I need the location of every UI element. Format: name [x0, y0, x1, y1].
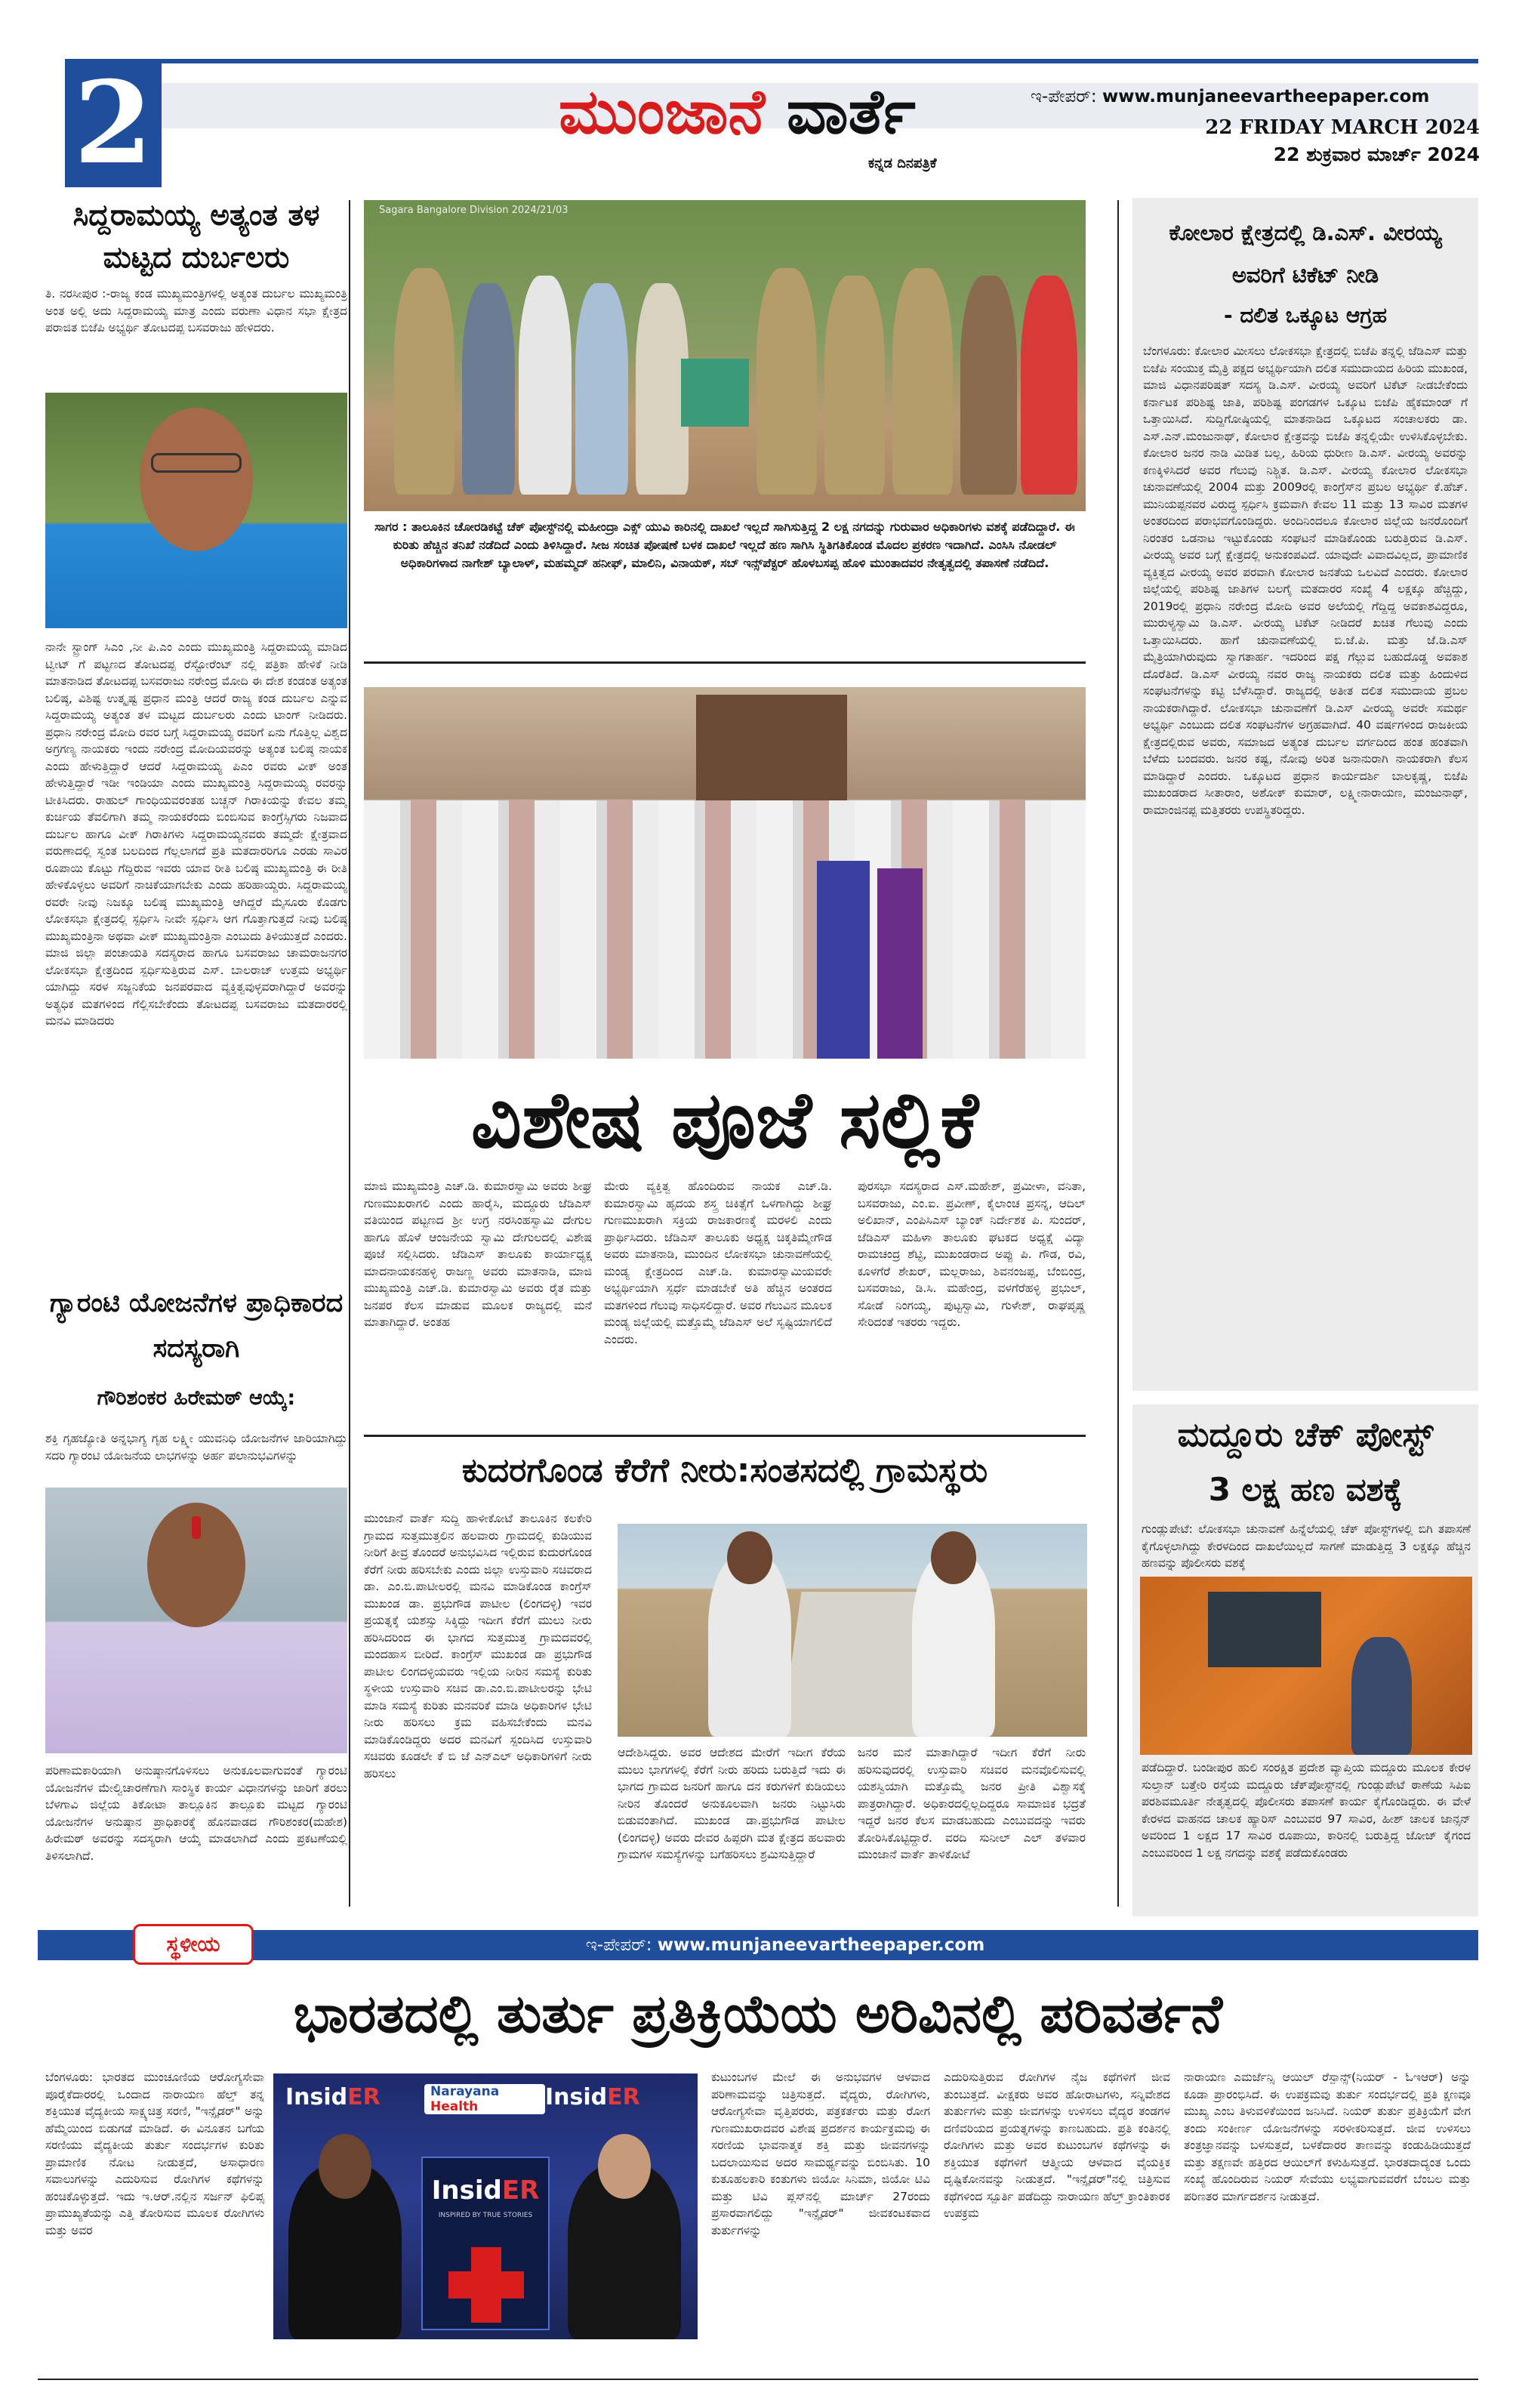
banner-sponsor: Narayana Health [424, 2084, 545, 2114]
column-divider-left [349, 200, 350, 1907]
masthead-tagline: ಕನ್ನಡ ದಿನಪತ್ರಿಕೆ [868, 156, 937, 171]
date-kannada: 22 ಶುಕ್ರವಾರ ಮಾರ್ಚ್ 2024 [1273, 143, 1480, 165]
portrait-glasses [151, 453, 242, 473]
bottom-col3: ಎದುರಿಸುತ್ತಿರುವ ರೋಗಿಗಳ ನೈಜ ಕಥೆಗಳಿಗೆ ಜೀವ ತುಂಬುತ್ತದೆ. ವೀಕ್ಷಕರು ಅವರ ಹೋರಾಟಗಳು, ಸನ್ನಿವೇಶದ ತುರ್ತುಗಳು ಮತ್ತು ಜೀವಗಳನ್ನು ಉಳಿಸಲು ವೈದ್ಯರ ತಂಡಗಳ ದಣಿವರಿಯದ ಪ್ರಯತ್ನಗಳನ್ನು ಕಾಣಬಹುದು. ಪ್ರತಿ ಕಂತಿನಲ್ಲಿ ರೋಗಿಗಳು ಮತ್ತು ಅವರ ಕುಟುಂಬಗಳ ಕಥೆಗಳನ್ನು ಈ ಶಕ್ತಿಯುತ ಕಥೆಗಳಿಗೆ ಆತ್ಮೀಯ ಆಳವಾದ ವೈಯಕ್ತಿಕ ದೃಷ್ಟಿಕೋನವನ್ನು ನೀಡುತ್ತದೆ. "ಇನ್ಸೈಡರ್"ನಲ್ಲಿ ಚಿತ್ರಿಸುವ ಕಥೆಗಳಿಂದ ಸ್ಪೂರ್ತಿ ಪಡೆದಿದ್ದು ನಾರಾಯಣ ಹೆಲ್ತ್ ಕ್ರಾಂತಿಕಾರಕ ಉಪಕ್ರಮ [944, 2070, 1170, 2220]
officer-figure [756, 268, 817, 495]
center-divider [364, 1435, 1086, 1437]
maddur-body: ಪಡೆದಿದ್ದಾರೆ. ಬಂಡೀಪುರ ಹುಲಿ ಸಂರಕ್ಷಿತ ಪ್ರದೇಶ ವ್ಯಾಪ್ತಿಯ ಮದ್ದೂರು ಮೂಲಕ ಕೇರಳ ಸುಲ್ತಾನ್ ಬತ್ತೇರಿ ರಸ್ತೆಯ ಮದ್ದೂರು ಚೆಕ್‌ಪೋಸ್ಟ್‌ನಲ್ಲಿ ಗುಂಡ್ಲುಪೇಟೆ ಠಾಣೆಯ ಸಿಪಿಐ ಪರಶಿವಮೂರ್ತಿ ನೇತೃತ್ವದಲ್ಲಿ ಪೊಲೀಸರು ತಪಾಸಣೆ ಕಾರ್ಯ ಕೈಗೊಂಡಿದ್ದರು. ಈ ವೇಳೆ ಕೇರಳದ ವಾಹನದ ಚಾಲಕ ಹ್ಯಾರಿಸ್ ಎಂಬುವರ 97 ಸಾವಿರ, ಹೀಶ್ ಚಾಲಕ ಜಾನ್ಸನ್ ಅವರಿಂದ 1 ಲಕ್ಷದ 17 ಸಾವಿರ ರೂಪಾಯಿ, ಕಾರಿನಲ್ಲಿ ಬರುತ್ತಿದ್ದ ಜೋಜ್ ಕೈಗಂದ ಎಂಬುವರಿಂದ 1 ಲಕ್ಷ ನಗದನ್ನು ವಶಕ್ಕೆ ಪಡೆದುಕೊಂಡರು [1142, 1761, 1471, 1860]
person-figure [960, 276, 1017, 495]
officer-figure [394, 268, 454, 495]
puja-col1: ಮಾಜಿ ಮುಖ್ಯಮಂತ್ರಿ ಎಚ್.ಡಿ. ಕುಮಾರಸ್ವಾಮಿ ಅವರು ಶೀಘ್ರ ಗುಣಮುಖರಾಗಲಿ ಎಂದು ಹಾರೈಸಿ, ಮದ್ದೂರು ಜೆಡಿಎಸ್ ವತಿಯಿಂದ ಪಟ್ಟಣದ ಶ್ರೀ ಉಗ್ರ ನರಸಿಂಹಸ್ವಾಮಿ ದೇಗುಲ ಹಾಗೂ ಹೊಳೆ ಆಂಜನೇಯ ಸ್ವಾಮಿ ದೇಗುಲದಲ್ಲಿ ವಿಶೇಷ ಪೂಜೆ ಸಲ್ಲಿಸಿದರು. ಜೆಡಿಎಸ್ ತಾಲೂಕು ಕಾರ್ಯಾಧ್ಯಕ್ಷ ಮಾದನಾಯಕನಹಳ್ಳಿ ರಾಜಣ್ಣ ಅವರು ಮಾತನಾಡಿ, ಮಾಜಿ ಮುಖ್ಯಮಂತ್ರಿ ಎಚ್.ಡಿ. ಕುಮಾರಸ್ವಾಮಿ ಅವರು ರೈತ ಮತ್ತು ಜನಪರ ಕೆಲಸ ಮಾಡುವ ಮೂಲಕ ರಾಜ್ಯದಲ್ಲಿ ಮನೆ ಮಾತಾಗಿದ್ದಾರೆ. ಅಂತಹ [364, 1179, 592, 1329]
center-divider [364, 661, 1086, 664]
left-story2-subhead: ಗೌರಿಶಂಕರ ಹಿರೇಮಠ್ ಆಯ್ಕೆ: [97, 1386, 296, 1410]
crowd [364, 800, 1086, 1059]
portrait-gourishankar [45, 1488, 347, 1753]
kudaragonda-col1: ಮುಂಜಾನೆ ವಾರ್ತೆ ಸುದ್ದಿ ಹಾಳೀಕೋಟೆ ತಾಲೂಕಿನ ಕಲಕೇರಿ ಗ್ರಾಮದ ಸುತ್ತಮುತ್ತಲಿನ ಹಲವಾರು ಗ್ರಾಮದಲ್ಲಿ ಕುಡಿಯುವ ನೀರಿಗೆ ತೀವ್ರ ತೊಂದರೆ ಅನುಭವಿಸಿದ ಇಲ್ಲಿರುವ ಕುದುರಗೊಂಡ ಕೆರೆಗೆ ನೀರು ಹರಿಸಬೇಕು ಎಂದು ಜಿಲ್ಲಾ ಉಸ್ತುವಾರಿ ಸಚಿವರಾದ ಡಾ. ಎಂ.ಬಿ.ಪಾಟೀಲರಲ್ಲಿ ಮನವಿ ಮಾಡಿಕೊಂಡ ಕಾಂಗ್ರೆಸ್ ಮುಖಂಡ ಡಾ. ಪ್ರಭುಗೌಡ ಪಾಟೀಲ (ಲಿಂಗದಳ್ಳಿ) ಇವರ ಪ್ರಯತ್ನಕ್ಕೆ ಯಶಸ್ಸು ಸಿಕ್ಕಿದ್ದು ಇದೀಗ ಕೆರೆಗೆ ಮುಲು ನೀರು ಹರಿಸಿದರಿಂದ ಈ ಭಾಗದ ಸುತ್ತಮುತ್ತ ಗ್ರಾಮದವರಲ್ಲಿ ಮಂದಹಾಸ ಬೀರಿದೆ. ಕಾಂಗ್ರೆಸ್ ಮುಖಂಡ ಡಾ ಪ್ರಭುಗೌಡ ಪಾಟೀಲ ಲಿಂಗದಳ್ಳಿಯವರು ಇಲ್ಲಿಯ ನೀರಿನ ಸಮಸ್ಯೆ ಕುರಿತು ಸ್ಥಳೀಯ ಉಸ್ತುವಾರಿ ಸಚಿವ ಡಾ.ಎಂ.ಬಿ.ಪಾಟೀಲರನ್ನು ಭೇಟಿ ಮಾಡಿ ಸಮಸ್ಯೆ ಕುರಿತು ಮನವರಿಕೆ ಮಾಡಿ ಅಧಿಕಾರಿಗಳ ಭೇಟಿ ನೀರು ಹರಿಸಲು ಕ್ರಮ ವಹಿಸಬೇಕೆಂದು ಮನವಿ ಮಾಡಿಕೊಂಡಿದ್ದರು ಅದರ ಮನವಿಗೆ ಸ್ಪಂದಿಸಿದ ಉಸ್ತುವಾರಿ ಸಚಿವರು ಕೂಡಲೇ ಕೆ ಬಿ ಜೆ ಎನ್ಎಲ್ ಅಧಿಕಾರಿಗಳಿಗೆ ನೀರು ಹರಿಸಲು [364, 1512, 592, 1781]
left-story1-body: ನಾನೇ ಸ್ಟ್ರಾಂಗ್ ಸಿಎಂ ,ನೀ ಪಿ.ಎಂ ಎಂದು ಮುಖ್ಯಮಂತ್ರಿ ಸಿದ್ದರಾಮಯ್ಯ ಮಾಡಿದ ಟ್ವೀಟ್ ಗೆ ಪಟ್ಟಣದ ತೋಟದಪ್ಪ ರೆಸ್ಟೋರೆಂಟ್ ನಲ್ಲಿ ಪತ್ರಿಕಾ ಹೇಳಿಕೆ ನೀಡಿ ಮಾತನಾಡಿದ ತೋಟದಪ್ಪ ಬಸವರಾಜು ನರೇಂದ್ರ ಮೋದಿ ಈ ದೇಶ ಕಂಡಂತ ಅತ್ಯಂತ ಬಲಿಷ್ಠ, ವಿಶಿಷ್ಟ ಉತ್ಕೃಷ್ಟ ಪ್ರಧಾನ ಮಂತ್ರಿ ಆದರೆ ರಾಜ್ಯ ಕಂಡ ದುರ್ಬಲ ಎನ್ನುವ ಸಿದ್ದರಾಮಯ್ಯ ಅತ್ಯಂತ ತಳ ಮಟ್ಟದ ದುರ್ಬಲರು ಎಂದು ಟಾಂಗ್ ನೀಡಿದರು. ಪ್ರಧಾನಿ ನರೇಂದ್ರ ಮೋದಿ ರವರ ಬಗ್ಗೆ ಸಿದ್ದರಾಮಯ್ಯ ರವರಿಗೆ ಏನು ಗೊತ್ತಿಲ್ಲ ವಿಶ್ವದ ಅಗ್ರಗಣ್ಯ ನಾಯಕರು ಇಂದು ನರೇಂದ್ರ ಮೋದಿಯವರನ್ನು ಅತ್ಯಂತ ಬಲಿಷ್ಠ ನಾಯಕ ಎಂದು ಹೇಳುತ್ತಿದ್ದಾರೆ ಆದರೆ ಸಿದ್ದರಾಮಯ್ಯ ಪಿಎಂ ರವರು ವೀಕ್ ಅಂತ ಹೇಳುತ್ತಿದ್ದಾರೆ ಇಡೀ ಇಂಡಿಯಾ ಎಂದು ಮುಖ್ಯಮಂತ್ರಿ ಸಿದ್ದರಾಮಯ್ಯ ರವರನ್ನು ಟೀಕಿಸಿದರು. ರಾಹುಲ್ ಗಾಂಧಿಯವರಂತಹ ಬಚ್ಚನ್ ಗಿರಾಕಿಯನ್ನು ಕೇವಲ ತಮ್ಮ ಕುರ್ಚಿಯ ತೆವಲಿಗಾಗಿ ತಮ್ಮ ನಾಯಕರೆಂದು ಬಿಂಬಿಸುವ ಕಾಂಗ್ರೆಸ್ಸಿಗರು ನಿಜವಾದ ದುರ್ಬಲ ಹಾಗೂ ವೀಕ್ ಗಿರಾಕಿಗಳು ಸಿದ್ದರಾಮಯ್ಯನವರು ತಮ್ಮದೇ ಕ್ಷೇತ್ರವಾದ ವರುಣಾದಲ್ಲಿ ಸ್ವಂತ ಬಲದಿಂದ ಗೆಲ್ಲಲಾಗದೆ ಪ್ರತಿ ಮತದಾರರಿಗೂ ಎರಡು ಸಾವಿರ ರೂಪಾಯಿ ಕೊಟ್ಟು ಗೆದ್ದಿರುವ ಇವರು ಯಾವ ರೀತಿ ಬಲಿಷ್ಠ ಮುಖ್ಯಮಂತ್ರಿ ಈ ರೀತಿ ಹೇಳಿಕೊಳ್ಳಲು ಅವರಿಗೆ ನಾಚಿಕೆಯಾಗಬೇಕು ಎಂದು ಹರಿಹಾಯ್ದರು. ಸಿದ್ದರಾಮಯ್ಯ ರವರೇ ನೀವು ನಿಜಕ್ಕೂ ಬಲಿಷ್ಠ ಮುಖ್ಯಮಂತ್ರಿ ಆಗಿದ್ದರೆ ಮೈಸೂರು ಕೊಡಗು ಲೋಕಸಭಾ ಕ್ಷೇತ್ರದಲ್ಲಿ ಸ್ಪರ್ಧಿಸಿ ನೀವೇ ಸ್ಪರ್ಧಿಸಿ ಆಗ ಗೊತ್ತಾಗುತ್ತದೆ ನೀವು ಬಲಿಷ್ಠ ಮುಖ್ಯಮಂತ್ರಿನಾ ಅಥವಾ ವೀಕ್ ಮುಖ್ಯಮಂತ್ರಿನಾ ಎಂಬುದು ತಿಳಿಯುತ್ತದೆ ಎಂದರು. ಮಾಜಿ ಜಿಲ್ಲಾ ಪಂಚಾಯತಿ ಸದಸ್ಯರಾದ ಹಾಗೂ ಬಸವರಾಜು ಚಾಮರಾಜನಗರ ಲೋಕಸಭಾ ಕ್ಷೇತ್ರದಿಂದ ಸ್ಪರ್ಧಿಸುತ್ತಿರುವ ಎಸ್. ಬಾಲರಾಜ್ ಉತ್ತಮ ಅಭ್ಯರ್ಥಿ ಯಾಗಿದ್ದು ಸರಳ ಸಜ್ಜನಿಕೆಯ ಜನಪರವಾದ ವ್ಯಕ್ತಿತ್ವವುಳ್ಳವರಾಗಿದ್ದಾರೆ ಅವರನ್ನು ಅತ್ಯಧಿಕ ಮತಗಳಿಂದ ಗೆಲ್ಲಿಸಬೇಕೆಂದು ತೋಟದಪ್ಪ ಬಸವರಾಜು ಮತದಾರರಲ್ಲಿ ಮನವಿ ಮಾಡಿದರು [45, 640, 347, 1028]
page-number: 2 [73, 57, 153, 190]
epaper-url[interactable]: www.munjaneevartheepaper.com [657, 1935, 985, 1955]
banner-logo: InsidER [545, 2084, 640, 2110]
epaper-label: ಇ-ಪೇಪರ್: [585, 1935, 652, 1955]
officer-figure [892, 268, 953, 495]
left-story2-headline: ಗ್ಯಾರಂಟಿ ಯೋಜನೆಗಳ ಪ್ರಾಧಿಕಾರದ ಸದಸ್ಯರಾಗಿ [49, 1288, 344, 1364]
photo-canal-villagers [618, 1524, 1087, 1737]
bottom-epaper-line [521, 1930, 1049, 1960]
maddur-subhead: 3 ಲಕ್ಷ ಹಣ ವಶಕ್ಕೆ [1208, 1471, 1403, 1508]
logo-part-b: ವಾರ್ತೆ [786, 76, 916, 148]
kudaragonda-col3: ಆದೇಶಿಸಿದ್ದರು. ಅವರ ಆದೇಶದ ಮೇರೆಗೆ ಇದೀಗ ಕೆರೆಯ ಮುಲು ಭಾಗಗಳಲ್ಲಿ ಕೆರೆಗೆ ನೀರು ಹರಿದು ಬರುತ್ತಿದೆ ಇದು ಈ ಭಾಗದ ಗ್ರಾಮದ ಜನರಿಗೆ ಹಾಗೂ ದನ ಕರುಗಳಿಗೆ ಕುಡಿಯಲು ನೀರಿನ ತೊಂದರೆ ಅನುಕೂಲವಾಗಿ ಜನರು ನಿಟ್ಟುಸಿರು ಬಿಡುವಂತಾಗಿದೆ. ಮುಖಂಡ ಡಾ.ಪ್ರಭುಗೌಡ ಪಾಟೀಲ (ಲಿಂಗದಳ್ಳಿ) ಅವರು ದೇವರ ಹಿಪ್ಪರಗಿ ಮತ ಕ್ಷೇತ್ರದ ಹಲವಾರು ಗ್ರಾಮಗಳ ಸಮಸ್ಯೆಗಳನ್ನು ಬಗೆಹರಿಸಲು ಶ್ರಮಿಸುತ್ತಿದ್ದಾರೆ [618, 1746, 846, 1861]
temple-doorway [696, 695, 847, 816]
bottom-headline: ಭಾರತದಲ್ಲಿ ತುರ್ತು ಪ್ರತಿಕ್ರಿಯೆಯ ಅರಿವಿನಲ್ಲಿ ಪರಿವರ್ತನೆ [293, 1983, 1223, 2045]
puja-col3: ಪುರಸಭಾ ಸದಸ್ಯರಾದ ಎಸ್.ಮಹೇಶ್, ಪ್ರಮೀಳಾ, ವನಿತಾ, ಬಸವರಾಜು, ಎಂ.ಐ. ಪ್ರವೀಣ್, ಕೈಲಾಂಚ ಪ್ರಸನ್ನ, ಆದಿಲ್ ಅಲಿಖಾನ್, ಎಂಪಿಸಿಎಸ್ ಬ್ಯಾಂಕ್ ನಿರ್ದೇಶಕ ಪಿ. ಸುಂದರ್, ಜೆಡಿಎಸ್ ಮಹಿಳಾ ತಾಲೂಕು ಘಟಕದ ಅಧ್ಯಕ್ಷೆ ವಿದ್ಯಾ ರಾಮಚಂದ್ರ ಶೆಟ್ಟಿ, ಮುಖಂಡರಾದ ಅಪ್ಪು ಪಿ. ಗೌಡ, ರವಿ, ಕೂಳಗೆರೆ ಶೇಖರ್, ಮಲ್ಲರಾಜು, ಶಿವನಂಜಪ್ಪ, ಬೆಂಬಿಂದ್ರ, ಬಸವರಾಜು, ಡಿ.ಸಿ. ಮಹೇಂದ್ರ, ವಳಗೆರೆಹಳ್ಳಿ ಪ್ರಭುಲ್, ಸೋಡೆ ನಿಂಗಯ್ಯ, ಪುಟ್ಟಸ್ವಾಮಿ, ಗುಳೇಶ್, ರಾಘಪೃಷ್ಣ ಸೇರಿದಂತೆ ಇತರರು ಇದ್ದರು. [858, 1179, 1086, 1329]
bottom-col1: ಬೆಂಗಳೂರು: ಭಾರತದ ಮುಂಚೂಣಿಯ ಆರೋಗ್ಯಸೇವಾ ಪೂರೈಕೆದಾರರಲ್ಲಿ ಒಂದಾದ ನಾರಾಯಣ ಹೆಲ್ತ್ ತನ್ನ ಶಕ್ತಿಯುತ ವೈದ್ಯಕೀಯ ಸಾಕ್ಷ್ಯಚಿತ್ರ ಸರಣಿ, "ಇನ್ಸೈಡರ್" ಅನ್ನು ಹೆಮ್ಮೆಯಿಂದ ಬಿಡುಗಡೆ ಮಾಡಿದೆ. ಈ ವಿನೂತನ ಬಗೆಯ ಸರಣಿಯು ವೈದ್ಯಕೀಯ ತುರ್ತು ಸಂದರ್ಭಗಳ ಕುರಿತು ಪ್ರಾಮಾಣಿಕ ನೋಟ ನೀಡುತ್ತದೆ, ಅಸಾಧಾರಣ ಸವಾಲುಗಳನ್ನು ಎದುರಿಸುವ ರೋಗಿಗಳ ಕಥೆಗಳನ್ನು ಹಂಚಿಕೊಳ್ಳುತ್ತದೆ. ಇದು ಇ.ಆರ್.ನಲ್ಲಿನ ಸರ್ಜನ್ ಫಿಲಿಪ್ಸ ಪ್ರಾಮುಖ್ಯತೆಯನ್ನು ಎತ್ತಿ ತೋರಿಸುವ ಮೂಲಕ ರೋಗಿಗಳು ಮತ್ತು ಅವರ [45, 2070, 264, 2237]
epaper-url[interactable]: www.munjaneevartheepaper.com [1102, 87, 1430, 106]
speaker-head [319, 2134, 371, 2199]
photo-checkpost-officers [364, 200, 1086, 511]
date-english: 22 FRIDAY MARCH 2024 [1205, 116, 1480, 139]
villager-head [931, 1531, 976, 1584]
epaper-line [1031, 83, 1484, 110]
banner-logo: InsidER [285, 2084, 381, 2110]
logo-part-a: ಮುಂಜಾನೆ [559, 76, 766, 148]
speaker-head [598, 2134, 651, 2199]
masthead-top-rule [162, 59, 1478, 63]
bottom-rule [38, 2379, 1478, 2380]
photo-lorry-inspection [1140, 1577, 1472, 1755]
officer-figure [1351, 1637, 1412, 1755]
photo-watermark: Sagara Bangalore Division 2024/21/03 [379, 205, 568, 216]
banner-poster-tagline: INSPIRED BY TRUE STORIES [438, 2212, 533, 2219]
left-story1-headline: ಸಿದ್ದರಾಮಯ್ಯ ಅತ್ಯಂತ ತಳ ಮಟ್ಟದ ದುರ್ಬಲರು [72, 199, 320, 275]
bottom-col2: ಕುಟುಂಬಗಳ ಮೇಲೆ ಈ ಅನುಭವಗಳ ಆಳವಾದ ಪರಿಣಾಮವನ್ನು ಚಿತ್ರಿಸುತ್ತದೆ. ವೈದ್ಯರು, ರೋಗಿಗಳು, ಆರೋಗ್ಯಸೇವಾ ವೃತ್ತಿಪರರು, ಪತ್ರಕರ್ತರು ಮತ್ತು ರೋಗ ಗುಣಮುಖರಾದವರ ವಿಶೇಷ ಪ್ರದರ್ಶನ ಕಾರ್ಯಕ್ರಮವು ಈ ಸರಣಿಯ ಭಾವನಾತ್ಮಕ ಶಕ್ತಿ ಮತ್ತು ಜೀವನಗಳನ್ನು ಬದಲಾಯಿಸುವ ಅದರ ಸಾಮರ್ಥ್ಯವನ್ನು ಬಿಂಬಿಸಿತು. 10 ಕುತೂಹಲಕಾರಿ ಕಂತುಗಳು ಜಿಯೋ ಸಿನಿಮಾ, ಜಿಯೋ ಟಿವಿ ಮತ್ತು ಟಿವಿ ಪ್ಲಸ್‌ನಲ್ಲಿ ಮಾರ್ಚ್ 27ರಂದು ಪ್ರಸಾರವಾಗಲಿದ್ದು "ಇನ್ಸೈಡರ್" ಜೀವಕಂಟಕವಾದ ತುರ್ತುಗಳನ್ನು [711, 2070, 930, 2237]
section-label: ಸ್ಥಳೀಯ [166, 1932, 220, 1956]
left-story2-lead: ಶಕ್ತಿ ಗೃಹಜ್ಯೋತಿ ಅನ್ನಭಾಗ್ಯ ಗೃಹ ಲಕ್ಷ್ಮೀ ಯುವನಿಧಿ ಯೋಜನೆಗಳ ಜಾರಿಯಾಗಿದ್ದು ಸದರಿ ಗ್ಯಾರಂಟಿ ಯೋಜನೆಯ ಲಾಭಗಳನ್ನು ಅರ್ಹ ಪಲಾನುಭವಿಗಳನ್ನು [45, 1432, 347, 1463]
kolar-headline: ಕೋಲಾರ ಕ್ಷೇತ್ರದಲ್ಲಿ ಡಿ.ಎಸ್. ವೀರಯ್ಯ ಅವರಿಗೆ ಟಿಕೆಟ್ ನೀಡಿ [1169, 220, 1442, 288]
left-story1-lead: ತಿ. ನರಸೀಪುರ :-ರಾಜ್ಯ ಕಂಡ ಮುಖ್ಯಮಂತ್ರಿಗಳಲ್ಲಿ ಅತ್ಯಂತ ದುರ್ಬಲ ಮುಖ್ಯಮಂತ್ರಿ ಅಂತ ಅಲ್ಲಿ ಅದು ಸಿದ್ದರಾಮಯ್ಯ ಮಾತ್ರ ಎಂದು ವರುಣಾ ವಿಧಾನ ಸಭಾ ಕ್ಷೇತ್ರದ ಪರಾಜಿತ ಬಿಜೆಪಿ ಅಭ್ಯರ್ಥಿ ತೋಟದಪ್ಪ ಬಸವರಾಜು ಹೇಳಿದರು. [45, 287, 347, 335]
headline-vishesha-puje: ವಿಶೇಷ ಪೂಜೆ ಸಲ್ಲಿಕೆ [470, 1074, 979, 1166]
woman-saree [817, 861, 870, 1059]
center-caption-checkpost: ಸಾಗರ : ತಾಲೂಕಿನ ಚೋರಡಿಕಟ್ಟೆ ಚೆಕ್ ಪೋಸ್ಟ್‌ನಲ್ಲಿ ಮಹೀಂದ್ರಾ ಎಕ್ಸ್ ಯುವಿ ಕಾರಿನಲ್ಲಿ ದಾಖಲೆ ಇಲ್ಲದೆ ಸಾಗಿಸುತ್ತಿದ್ದ 2 ಲಕ್ಷ ನಗದನ್ನು ಗುರುವಾರ ಅಧಿಕಾರಿಗಳು ವಶಕ್ಕೆ ಪಡೆದಿದ್ದಾರೆ. ಈ ಕುರಿತು ಹೆಚ್ಚಿನ ತನಿಖೆ ನಡೆದಿದೆ ಎಂದು ತಿಳಿಸಿದ್ದಾರೆ. ಸೀಜ ಸಂಚಿತ ಪೋಷಣೆ ಬಳಕ ದಾಖಲೆ ಇಲ್ಲದೆ ಹಣ ಸಾಗಿಸಿ ಸ್ಥಿತಿಗತಿಕೊಂಡ ಮೊದಲ ಪ್ರಕರಣ ಇದಾಗಿದೆ. ಎಂಸಿಸಿ ನೋಡಲ್ ಅಧಿಕಾರಿಗಳಾದ ನಾಗೇಶ್ ಬ್ಯಾಲಾಳ್, ಮಹಮ್ಮದ್ ಹನೀಫ್, ಮಾಲಿನಿ, ವಿನಾಯಕ್, ಸಬ್ ಇನ್ಸ್‌ಪೆಕ್ಟರ್ ಹೊಳಬಸಪ್ಪ ಹೊಳಿ ಮುಂತಾದವರ ನೇತೃತ್ವದಲ್ಲಿ ತಪಾಸಣೆ ನಡೆದಿದೆ. [374, 520, 1075, 570]
person-figure [519, 276, 572, 495]
maddur-headline: ಮದ್ದೂರು ಚೆಕ್ ಪೋಸ್ಟ್ [1177, 1416, 1434, 1454]
maddur-lead: ಗುಂಡ್ಲುಪೇಟೆ: ಲೋಕಸಭಾ ಚುನಾವಣೆ ಹಿನ್ನೆಲೆಯಲ್ಲಿ ಚೆಕ್ ಪೋಸ್ಟ್‌ಗಳಲ್ಲಿ ಬಿಗಿ ತಪಾಸಣೆ ಕೈಗೊಳ್ಳಲಾಗಿದ್ದು ಕೇರಳದಿಂದ ದಾಖಲೆಯಿಲ್ಲದೆ ಸಾಗಣೆ ಮಾಡುತ್ತಿದ್ದ 3 ಲಕ್ಷಕ್ಕೂ ಹೆಚ್ಚಿನ ಹಣವನ್ನು ಪೊಲೀಸರು ವಶಕ್ಕೆ [1142, 1522, 1471, 1570]
insider-banner [273, 2073, 698, 2339]
person-figure [575, 283, 628, 495]
column-divider-right [1117, 200, 1119, 1907]
portrait-tilak [192, 1516, 201, 1539]
banner-poster-title: InsidER [431, 2175, 540, 2206]
person-figure [462, 283, 515, 495]
villager-head [727, 1531, 772, 1584]
kolar-subhead: - ದಲಿತ ಒಕ್ಕೂಟ ಆಗ್ರಹ [1223, 303, 1388, 328]
lorry-window [1208, 1592, 1321, 1667]
left-story2-body: ಪರಿಣಾಮಕಾರಿಯಾಗಿ ಅನುಷ್ಠಾನಗೊಳಿಸಲು ಅನುಕೂಲವಾಗುವಂತೆ ಗ್ಯಾರಂಟಿ ಯೋಜನೆಗಳ ಮೇಲ್ವಿಚಾರಣೆಗಾಗಿ ಸಾಂಸ್ಥಿಕ ಕಾರ್ಯ ವಿಧಾನಗಳನ್ನು ಜಾರಿಗೆ ತರಲು ಬೆಳಗಾವಿ ಜಿಲ್ಲೆಯ ತಿಕೋಟಾ ತಾಲ್ಲೂಕಿನ ತಾಲ್ಲೂಕು ಮಟ್ಟದ ಗ್ಯಾರಂಟಿ ಯೋಜನೆಗಳ ಅನುಷ್ಠಾನ ಪ್ರಾಧಿಕಾರಕ್ಕೆ ಹೊನವಾಡದ ಗೌರಿಶಂಕರ(ಮಹೇಶ) ಹಿರೇಮಠ್ ಅವರನ್ನು ಸದಸ್ಯರಾಗಿ ಆಯ್ಕೆ ಮಾಡಲಾಗಿದೆ ಎಂದು ಪ್ರಕಟಣೆಯಲ್ಲಿ ತಿಳಿಸಲಾಗಿದೆ. [45, 1764, 347, 1863]
bottom-col4: ನಾರಾಯಣ ಎಮರ್ಜೆನ್ಸಿ ಆಯಿಲ್ ರೆಸ್ಪಾನ್ಸ್(ನಿಯರ್ - ಓಇಆರ್) ಅನ್ನು ಕೂಡಾ ಪ್ರಾರಂಭಿಸಿದೆ. ಈ ಉಪಕ್ರಮವು ತುರ್ತು ಸಂದರ್ಭದಲ್ಲಿ ಪ್ರತಿ ಕ್ಷಣವೂ ಮುಖ್ಯ ಎಂಬ ತಿಳುವಳಿಕೆಯಿಂದ ಜನಿಸಿದೆ. ನಿಯರ್ ತುರ್ತು ಪ್ರತಿಕ್ರಿಯೆಗೆ ವೇಗ ತಂದು ಸಂಕೀರ್ಣ ಯೋಜನೆಗಳನ್ನು ಸರಳೀಕರಿಸುತ್ತದೆ. ಜೀವ ಉಳಿಸಲು ತಂತ್ರಜ್ಞಾನವನ್ನು ಬಳಸುತ್ತದೆ, ಬಳಕೆದಾರರ ತಾಣವನ್ನು ಕಂಡುಹಿಡಿಯುತ್ತದೆ ಮತ್ತು ತಕ್ಷಣವೇ ಹತ್ತಿರದ ಆಯಿಲ್‌ಗೆ ಕಳುಹಿಸುತ್ತದೆ. ಭಾರತದಾದ್ಯಂತ ಒಂದು ಸಂಖ್ಯೆ ಹೊಂದಿರುವ ನಿಯರ್ ಸೇವೆಯು ಲಭ್ಯವಾಗುವವರೆಗೆ ಬೆಂಬಲ ಮತ್ತು ಪರಿಣತರ ಮಾರ್ಗದರ್ಶನ ನೀಡುತ್ತದೆ. [1184, 2070, 1471, 2203]
puja-col2: ಮೇರು ವ್ಯಕ್ತಿತ್ವ ಹೊಂದಿರುವ ನಾಯಕ ಎಚ್.ಡಿ. ಕುಮಾರಸ್ವಾಮಿ ಹೃದಯ ಶಸ್ತ್ರ ಚಿಕಿತ್ಸೆಗೆ ಒಳಗಾಗಿದ್ದು ಶೀಘ್ರ ಗುಣಮುಖರಾಗಿ ಸಕ್ರಿಯ ರಾಜಕಾರಣಕ್ಕೆ ಮರಳಲಿ ಎಂದು ಪ್ರಾರ್ಥಿಸಿದರು. ಜೆಡಿಎಸ್ ತಾಲೂಕು ಅಧ್ಯಕ್ಷ ಚಿಕ್ಕತಿಮ್ಮೇಗೌಡ ಅವರು ಮಾತನಾಡಿ, ಮುಂದಿನ ಲೋಕಸಭಾ ಚುನಾವಣೆಯಲ್ಲಿ ಮಂಡ್ಯ ಕ್ಷೇತ್ರದಿಂದ ಎಚ್.ಡಿ. ಕುಮಾರಸ್ವಾಮಿಯವರೇ ಅಭ್ಯರ್ಥಿಯಾಗಿ ಸ್ಪರ್ಧೆ ಮಾಡಬೇಕೆ ಅತಿ ಹೆಚ್ಚಿನ ಅಂತರದ ಮತಗಳಿಂದ ಗೆಲುವು ಸಾಧಿಸಲಿದ್ದಾರೆ. ಅವರ ಗೆಲುವಿನ ಮೂಲಕ ಮಂಡ್ಯ ಜಿಲ್ಲೆಯಲ್ಲಿ ಮತ್ತೊಮ್ಮೆ ಜೆಡಿಎಸ್ ಅಲೆ ಸೃಷ್ಟಿಯಾಗಲಿದೆ ಎಂದರು. [604, 1179, 832, 1346]
portrait-basavaraju [45, 393, 347, 628]
medical-cross-icon [448, 2271, 524, 2299]
person-figure [1021, 276, 1077, 495]
officer-figure [824, 276, 885, 495]
masthead-logo [559, 71, 1027, 154]
woman-saree [877, 868, 923, 1059]
kudaragonda-col4: ಜನರ ಮನೆ ಮಾತಾಗಿದ್ದಾರೆ ಇದೀಗ ಕೆರೆಗೆ ನೀರು ಹರಿಸುವುದರಲ್ಲಿ ಉಸ್ತುವಾರಿ ಸಚಿವರ ಮನವೊಲಿಸುವಲ್ಲಿ ಯಶಸ್ವಿಯಾಗಿ ಮತ್ತೊಮ್ಮೆ ಜನರ ಪ್ರೀತಿ ವಿಶ್ವಾಸಕ್ಕೆ ಪಾತ್ರರಾಗಿದ್ದಾರೆ. ಅಧಿಕಾರದಲ್ಲಿಲ್ಲದಿದ್ದರೂ ಸಾಮಾಜಿಕ ಭದ್ರತೆ ಇದ್ದರೆ ಜನರ ಕೆಲಸ ಮಾಡಬಹುದು ಎಂಬುವದನ್ನು ಇವರು ತೋರಿಸಿಕೊಟ್ಟಿದ್ದಾರೆ. ವರದಿ ಸುನೀಲ್ ಎಲ್ ತಳವಾರ ಮುಂಜಾನೆ ವಾರ್ತೆ ತಾಳಿಕೋಟೆ [858, 1746, 1086, 1861]
headline-kudaragonda: ಕುದರಗೊಂಡ ಕೆರೆಗೆ ನೀರು:ಸಂತಸದಲ್ಲಿ ಗ್ರಾಮಸ್ಥರು [461, 1451, 988, 1490]
table-figure [681, 359, 749, 427]
epaper-label: ಇ-ಪೇಪರ್: [1031, 87, 1097, 106]
photo-temple-group [364, 687, 1086, 1059]
portrait-face [140, 408, 253, 551]
kolar-body: ಬೆಂಗಳೂರು: ಕೋಲಾರ ಮೀಸಲು ಲೋಕಸಭಾ ಕ್ಷೇತ್ರದಲ್ಲಿ ಬಿಜೆಪಿ ತನ್ನಲ್ಲಿ ಜೆಡಿಎಸ್ ಮತ್ತು ಬಿಜೆಪಿ ಸಂಯುಕ್ತ ಮೈತ್ರಿ ಪಕ್ಷದ ಅಭ್ಯರ್ಥಿಯಾಗಿ ದಲಿತ ಸಮುದಾಯದ ಹಿರಿಯ ಮುಖಂಡ, ಮಾಜಿ ವಿಧಾನಪರಿಷತ್ ಸದಸ್ಯ ಡಿ.ಎಸ್. ವೀರಯ್ಯ ಅವರಿಗೆ ಟಿಕೆಟ್ ನೀಡಬೇಕೆಂದು ಕರ್ನಾಟಕ ಪರಿಶಿಷ್ಟ ಜಾತಿ, ಪರಿಶಿಷ್ಟ ಪಂಗಡಗಳ ಒಕ್ಕೂಟ ಬಿಜೆಪಿ ಹೈಕಮಾಂಡ್ ಗೆ ಒತ್ತಾಯಿಸಿದೆ. ಸುದ್ದಿಗೋಷ್ಠಿಯಲ್ಲಿ ಮಾತನಾಡಿದ ಒಕ್ಕೂಟದ ಸಂಚಾಲಕರು ಡಾ. ಎಸ್.ಎನ್.ಮಂಜುನಾಥ್, ಕೋಲಾರ ಕ್ಷೇತ್ರವನ್ನು ಬಿಜೆಪಿ ತನ್ನಲ್ಲಿಯೇ ಉಳಿಸಿಕೊಳ್ಳಬೇಕು. ಕೋಲಾರ ಜನರ ನಾಡಿ ಮಿಡಿತ ಬಲ್ಲ, ಹಿರಿಯ ಧುರೀಣ ಡಿ.ಎಸ್. ವೀರಯ್ಯ ಅವರನ್ನು ಕಣಕ್ಕಿಳಿಸಿದರೆ ಅವರ ಗೆಲುವು ನಿಶ್ಚಿತ. ಡಿ.ಎಸ್. ವೀರಯ್ಯ ಕೋಲಾರ ಲೋಕಸಭಾ ಚುನಾವಣೆಯಲ್ಲಿ 2004 ಮತ್ತು 2009ರಲ್ಲಿ ಕಾಂಗ್ರೆಸ್‌ನ ಪ್ರಬಲ ಅಭ್ಯರ್ಥಿ ಕೆ.ಹೆಚ್. ಮುನಿಯಪ್ಪನವರ ವಿರುದ್ಧ ಸ್ಪರ್ಧಿಸಿ ಕ್ರಮವಾಗಿ ಕೇವಲ 11 ಮತ್ತು 13 ಸಾವಿರ ಮತಗಳ ಅಂತರದಿಂದ ಪರಾಭವಗೊಂಡಿದ್ದರು. ಅಂದಿನಿಂದಲೂ ಕೋಲಾರ ಜಿಲ್ಲೆಯ ಜನರೊಂದಿಗೆ ನಿರಂತರ ಒಡನಾಟ ಇಟ್ಟುಕೊಂಡು ಸಂಘಟನೆ ಮಾಡಿಕೊಂಡು ಬರುತ್ತಿರುವ ಡಿ.ಎಸ್. ವೀರಯ್ಯ ಅವರ ಬಗ್ಗೆ ಕ್ಷೇತ್ರದಲ್ಲಿ ಅನುಕಂಪವಿದೆ. ಯಾವುದೇ ವಿವಾದವಿಲ್ಲದ, ಪ್ರಾಮಾಣಿಕ ವ್ಯಕ್ತಿತ್ವದ ವೀರಯ್ಯ ಅವರ ಪರವಾಗಿ ಕೋಲಾರ ಜನತೆಯ ಒಲವಿದೆ ಎಂದರು. ಕೋಲಾರ ಜಿಲ್ಲೆಯಲ್ಲಿ ಪರಿಶಿಷ್ಟ ಜಾತಿಗಳ ಬಲಗೈ ಮತದಾರರ ಸಂಖ್ಯೆ 4 ಲಕ್ಷಕ್ಕೂ ಹೆಚ್ಚಿದ್ದು, 2019ರಲ್ಲಿ ಪ್ರಧಾನಿ ನರೇಂದ್ರ ಮೋದಿ ಅವರ ಅಲೆಯಲ್ಲಿ ಗೆದ್ದಿದ್ದ ಅವಕಾಶವಿದ್ದರೂ, ಮುರುಳ್ಯಸ್ವಾಮಿ ಡಿ.ಎಸ್. ವೀರಯ್ಯ ಟಿಕೆಟ್ ನೀಡಿದರೆ ಖಚಿತ ಗೆಲುವು ಎಂದು ಒತ್ತಾಯಿಸಿದರು. ಹಾಗೆ ಚುನಾವಣೆಯಲ್ಲಿ ಬಿ.ಜೆ.ಪಿ. ಮತ್ತು ಜೆ.ಡಿ.ಎಸ್ ಮೈತ್ರಿಯಾಗಿರುವುದು ಸ್ವಾಗತಾರ್ಹ. ಇದರಿಂದ ಪಕ್ಷ ಗೆಲ್ಲುವ ಬಹುದೊಡ್ಡ ಅವಕಾಶ ದೊರೆತಿದೆ. ಡಿ.ಎಸ್ ವೀರಯ್ಯ ನವರ ರಾಜ್ಯ ನಾಯಕರು ದಲಿತ ಮತ್ತು ಹಿಂದುಳಿದ ಸಂಘಟನೆಗಳನ್ನು ಕಟ್ಟಿ ಬೆಳೆಸಿದ್ದಾರೆ. ರಾಜ್ಯದಲ್ಲಿ ಅತೀತ ದಲಿತ ಸಮುದಾಯ ಪ್ರಬಲ ನಾಯಕರಾಗಿದ್ದಾರೆ. ಲೋಕಸಭಾ ಚುನಾವಣೆಗೆ ಡಿ.ಎಸ್ ವೀರಯ್ಯ ಅವರೇ ಸಮರ್ಥ ಅಭ್ಯರ್ಥಿ ಎಂಬುದು ದಲಿತ ಸಂಘಟನೆಗಳ ಅಗ್ರಹವಾಗಿದೆ. 40 ವರ್ಷಗಳಿಂದ ರಾಜಕೀಯ ಕ್ಷೇತ್ರದಲ್ಲಿರುವ ಅವರು, ಸಮಾಜದ ಅತ್ಯಂತ ದುರ್ಬಲ ವರ್ಗದಿಂದ ಹಂತ ಹಂತವಾಗಿ ಬೆಳೆದು ಬಂದವರು. ಜನರ ಕಷ್ಟ, ನೋವು ಅರಿತ ಜನಾನುರಾಗಿ ನಾಯಕರಾಗಿ ಕೆಲಸ ಮಾಡಿದ್ದಾರೆ ಎಂದರು. ಒಕ್ಕೂಟದ ಪ್ರಧಾನ ಕಾರ್ಯದರ್ಶಿ ಬಾಲಕೃಷ್ಣ, ಬಿಜೆಪಿ ಮುಖಂಡರಾದ ಸೀತಾರಾಂ, ಅಶೋಕ್ ಕುಮಾರ್, ಲಕ್ಷ್ಮೀನಾರಾಯಣ, ಮಂಜುನಾಥ್, ರಾಮಾಂಜಿನಪ್ಪ ಮತ್ತಿತರರು ಉಪಸ್ಥಿತರಿದ್ದರು. [1143, 344, 1468, 817]
